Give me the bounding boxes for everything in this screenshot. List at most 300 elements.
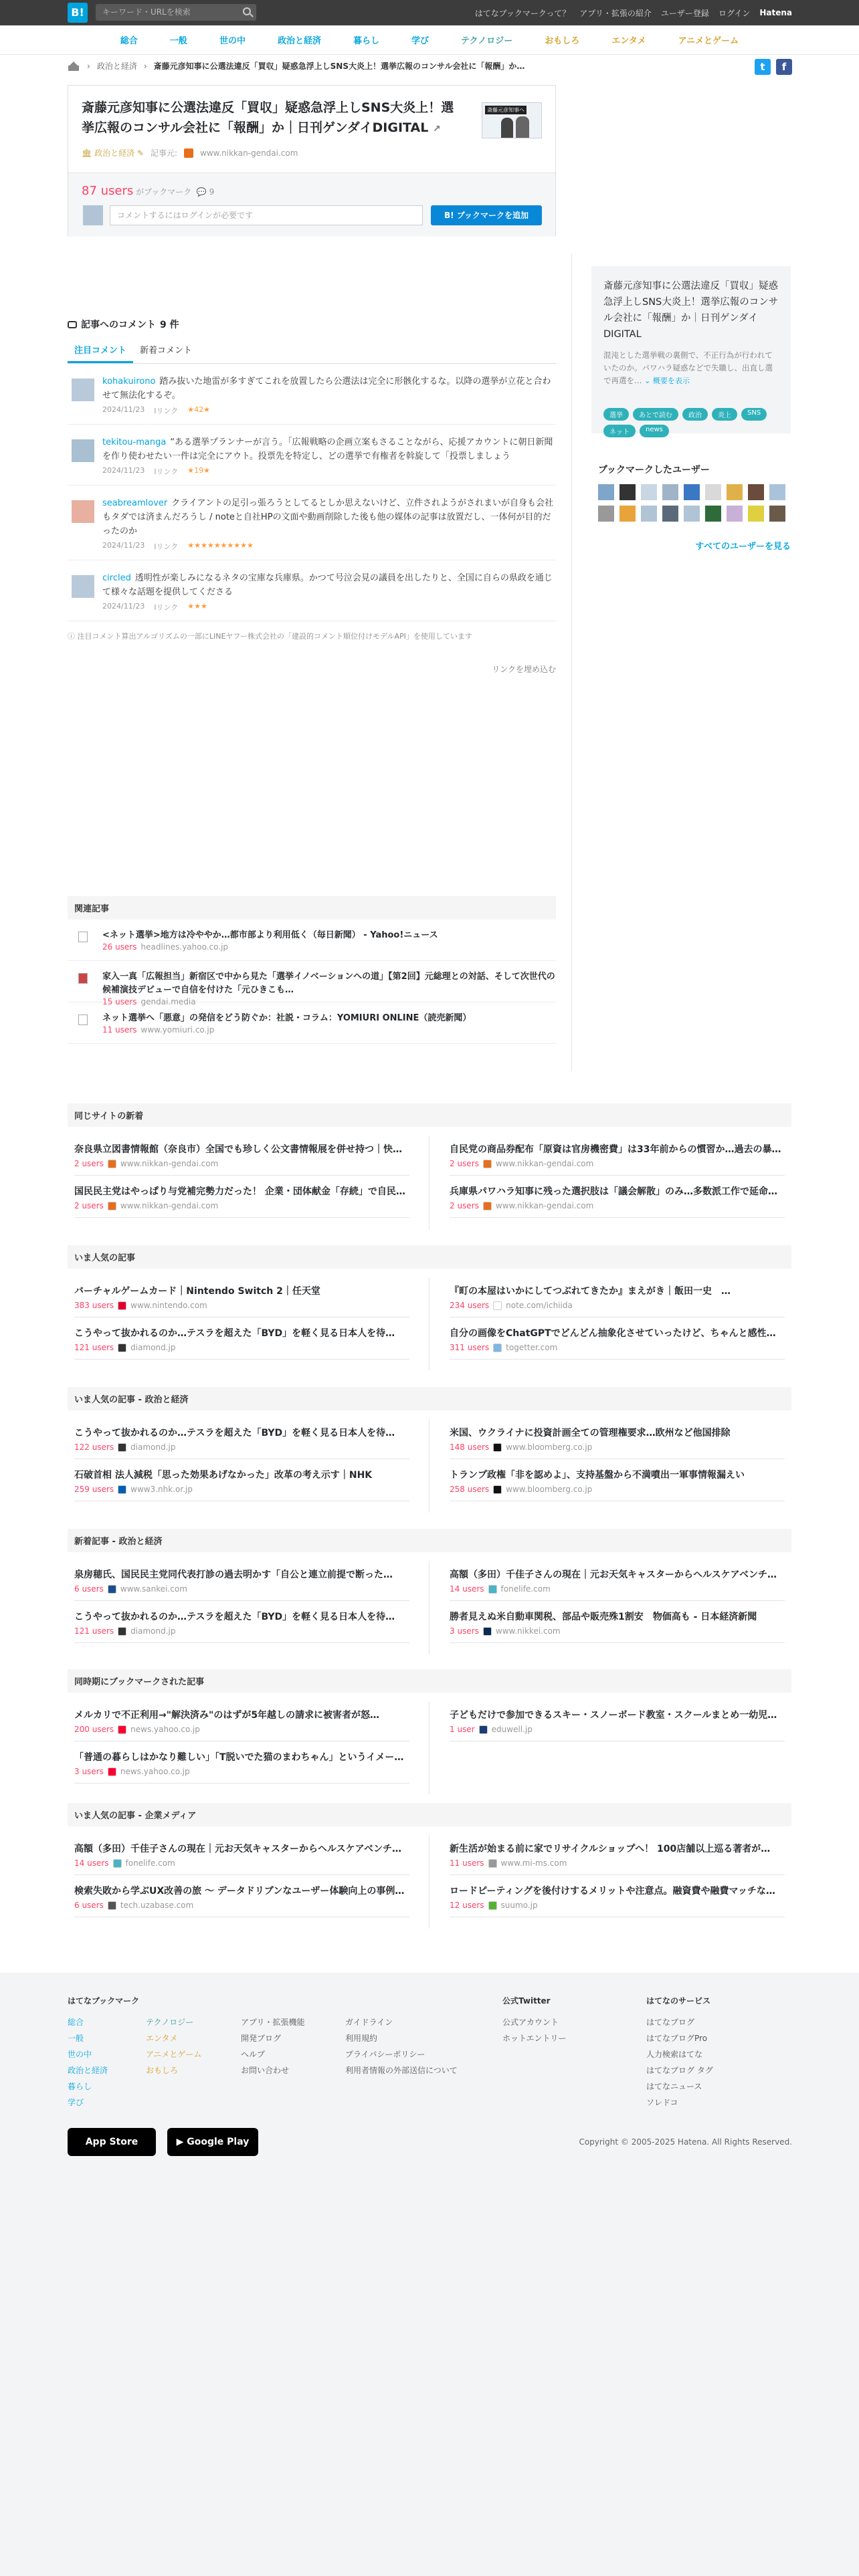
user-avatar-icon[interactable] <box>705 484 721 500</box>
related-item[interactable] <box>68 961 556 1006</box>
user-avatar-icon[interactable] <box>662 506 678 522</box>
tag[interactable]: news <box>640 425 669 437</box>
tag[interactable]: 政治 <box>682 408 708 421</box>
list-item-domain[interactable]: news.yahoo.co.jp <box>120 1767 190 1776</box>
twitter-share-icon[interactable]: t <box>755 59 771 75</box>
tag[interactable]: 炎上 <box>712 408 737 421</box>
list-item[interactable] <box>74 1417 409 1459</box>
comment-date[interactable]: 2024/11/23 <box>102 466 145 475</box>
list-item-domain[interactable]: togetter.com <box>506 1343 558 1352</box>
footer-categories-a <box>68 2014 108 2111</box>
related-item[interactable] <box>68 920 556 961</box>
entry-box <box>68 85 556 236</box>
related-meta <box>102 1025 556 1035</box>
footer-services-title: はてなのサービス <box>646 1996 711 2006</box>
list-item-title[interactable]: 米国、ウクライナに投資計画全ての管理権要求…欧州など他国排除 <box>450 1428 731 1438</box>
tab-new-comments[interactable]: 新着コメント <box>140 346 193 356</box>
list-item-domain[interactable]: www.nikkei.com <box>495 1626 561 1636</box>
site-favicon <box>483 1627 492 1636</box>
user-avatar-icon[interactable] <box>705 506 721 522</box>
user-avatar-icon[interactable] <box>769 484 785 500</box>
list-item-domain[interactable]: news.yahoo.co.jp <box>130 1725 200 1734</box>
user-avatar[interactable] <box>72 439 94 462</box>
site-favicon <box>488 1585 497 1594</box>
document-icon <box>78 973 88 984</box>
comment-body: 踏み抜いた地雷が多すぎてこれを放置したら公選法は完全に形骸化するな。以降の選挙が立花と合わせて無法化するぞ。 <box>102 377 551 401</box>
comment-link[interactable]: lリンク <box>154 603 179 612</box>
list-section <box>68 1803 791 1917</box>
share-buttons <box>755 59 792 75</box>
user-avatar-icon[interactable] <box>662 484 678 500</box>
list-item-users[interactable]: 2 users <box>74 1159 104 1168</box>
list-item[interactable] <box>74 1833 409 1875</box>
list-item[interactable] <box>450 1699 785 1741</box>
comment-link[interactable]: lリンク <box>154 407 179 415</box>
list-item-meta <box>74 1584 409 1594</box>
category-nav-item[interactable]: 世の中 <box>219 36 246 46</box>
section-items <box>68 1552 791 1643</box>
list-item-users[interactable]: 234 users <box>450 1301 490 1310</box>
site-favicon <box>118 1627 126 1636</box>
list-item-domain[interactable]: diamond.jp <box>130 1343 176 1352</box>
list-item-title[interactable]: 国民民主党はやっぱり与党補完勢力だった！ 企業・団体献金「存続」で自民… <box>74 1186 405 1197</box>
list-item-users[interactable]: 258 users <box>450 1485 490 1494</box>
list-item-users[interactable]: 3 users <box>74 1767 104 1776</box>
list-section <box>68 1529 791 1643</box>
footer-service-link[interactable]: はてなブログ <box>646 2018 695 2027</box>
list-item-meta <box>74 1858 409 1868</box>
add-bookmark-button[interactable]: B! ブックマークを追加 <box>431 205 542 225</box>
footer-category-link[interactable]: 暮らし <box>68 2082 92 2091</box>
comment-user[interactable]: tekitou-manga <box>102 437 167 447</box>
avatar <box>83 205 103 225</box>
site-favicon <box>488 1859 497 1868</box>
footer-category-link[interactable]: アニメとゲーム <box>146 2050 202 2059</box>
tag[interactable]: あとで読む <box>633 408 678 421</box>
list-item-meta <box>450 1725 785 1734</box>
list-item-title[interactable]: こうやって抜かれるのか…テスラを超えた「BYD」を軽く見る日本人を待… <box>74 1612 395 1622</box>
footer-service-link[interactable]: 人力検索はてな <box>646 2050 703 2059</box>
site-favicon <box>108 1160 116 1168</box>
list-item-users[interactable]: 14 users <box>450 1584 484 1594</box>
comment-stars[interactable]: ★★★ <box>187 602 207 611</box>
list-item[interactable] <box>74 1275 409 1317</box>
tab-popular-comments[interactable]: 注目コメント <box>68 339 133 363</box>
user-avatar-icon[interactable] <box>684 484 700 500</box>
footer-link[interactable]: ガイドライン <box>345 2018 393 2027</box>
breadcrumb-separator: › <box>87 61 90 71</box>
breadcrumb-title: 斎藤元彦知事に公選法違反「買収」疑惑急浮上しSNS大炎上！選挙広報のコンサル会社に「報酬」か… <box>153 62 525 71</box>
footer-category-link[interactable]: 世の中 <box>68 2050 92 2059</box>
list-item[interactable] <box>450 1459 785 1501</box>
site-favicon <box>488 1901 497 1910</box>
user-avatar-icon[interactable] <box>727 484 743 500</box>
entry-category[interactable]: 🏛 政治と経済 ✎ <box>82 148 144 158</box>
site-favicon <box>483 1202 492 1210</box>
section-heading: いま人気の記事 - 政治と経済 <box>68 1387 791 1410</box>
top-links <box>475 0 792 25</box>
comment-stars[interactable]: ★19★ <box>187 466 210 475</box>
list-item-meta <box>74 1725 409 1734</box>
user-avatar-icon[interactable] <box>619 506 636 522</box>
list-item-domain[interactable]: fonelife.com <box>500 1584 551 1594</box>
category-nav-item[interactable]: 学び <box>411 36 429 46</box>
list-item-meta <box>450 1584 785 1594</box>
bookmark-panel <box>68 173 555 237</box>
comment-user[interactable]: circled <box>102 573 131 583</box>
comment-item <box>68 560 556 621</box>
section-heading: 同じサイトの新着 <box>68 1103 791 1127</box>
section-items <box>68 1127 791 1218</box>
list-item[interactable] <box>74 1559 409 1601</box>
list-item-users[interactable]: 200 users <box>74 1725 114 1734</box>
list-item-users[interactable]: 2 users <box>450 1201 479 1210</box>
category-nav-item[interactable]: 暮らし <box>353 36 379 46</box>
list-section <box>68 1669 791 1784</box>
list-item-title[interactable]: 子どもだけで参加できるスキー・スノーボード教室・スクールまとめ一幼児… <box>450 1710 777 1721</box>
user-avatar[interactable] <box>72 379 94 401</box>
tag[interactable]: ネット <box>603 425 636 437</box>
list-item-users[interactable]: 2 users <box>74 1201 104 1210</box>
footer-link[interactable]: プライバシーポリシー <box>345 2050 425 2059</box>
column-separator <box>429 1701 430 1795</box>
comment-stars[interactable]: ★★★★★★★★★★ <box>187 541 254 550</box>
list-item-title[interactable]: 泉房穂氏、国民民主党同代表打診の過去明かす「自公と連立前提で断った… <box>74 1570 393 1580</box>
list-item-domain[interactable]: diamond.jp <box>130 1442 176 1452</box>
comment-text <box>102 571 556 599</box>
related-heading: 関連記事 <box>68 896 556 920</box>
list-item[interactable] <box>450 1559 785 1601</box>
list-item-title[interactable]: 高額（多田）千佳子さんの現在｜元お天気キャスターからヘルスケアベンチ… <box>74 1844 402 1854</box>
source-favicon <box>184 148 193 158</box>
user-avatar[interactable] <box>72 500 94 523</box>
footer-twitter-link[interactable]: 公式アカウント <box>502 2018 559 2027</box>
list-item[interactable] <box>74 1875 409 1917</box>
embed-link[interactable]: リンクを埋め込む <box>492 665 556 674</box>
list-item-users[interactable]: 6 users <box>74 1901 104 1910</box>
comment-tabs <box>68 339 556 364</box>
all-users-link[interactable]: すべてのユーザーを見る <box>695 542 791 552</box>
footer-twitter-link[interactable]: ホットエントリー <box>502 2034 567 2043</box>
list-item-title[interactable]: 勝者見えぬ米自動車関税、部品や販売殊1割安 物価高も - 日本経済新聞 <box>450 1612 757 1622</box>
column-separator <box>429 1277 430 1371</box>
list-item[interactable] <box>450 1134 785 1176</box>
list-item[interactable] <box>74 1741 409 1784</box>
list-item-title[interactable]: こうやって抜かれるのか…テスラを超えた「BYD」を軽く見る日本人を待… <box>74 1428 395 1438</box>
list-item-domain[interactable]: diamond.jp <box>130 1626 176 1636</box>
list-item-users[interactable]: 6 users <box>74 1584 104 1594</box>
section-items <box>68 1410 791 1501</box>
list-item-domain[interactable]: www.nikkan-gendai.com <box>495 1201 594 1210</box>
related-users[interactable]: 26 users <box>102 942 137 952</box>
list-item[interactable] <box>450 1417 785 1459</box>
list-item-domain[interactable]: www.bloomberg.co.jp <box>506 1485 593 1494</box>
google-play-button[interactable]: ▶ Google Play <box>167 2128 258 2156</box>
list-item[interactable] <box>450 1601 785 1643</box>
comment-input[interactable]: コメントするにはログインが必要です <box>110 205 423 225</box>
list-item-title[interactable]: 自民党の商品券配布「原資は官房機密費」は33年前からの慣習か…過去の暴… <box>450 1144 781 1155</box>
list-item-users[interactable]: 311 users <box>450 1343 490 1352</box>
list-item-meta <box>450 1442 785 1452</box>
list-item-title[interactable]: トランプ政権「非を認めよ」、支持基盤から不満噴出一軍事情報漏えい <box>450 1470 745 1481</box>
user-avatar-icon[interactable] <box>641 506 657 522</box>
list-item-domain[interactable]: www.nintendo.com <box>130 1301 207 1310</box>
list-item[interactable] <box>74 1134 409 1176</box>
comment-text <box>102 374 556 403</box>
list-item-domain[interactable]: suumo.jp <box>500 1901 538 1910</box>
list-item-meta <box>74 1343 409 1352</box>
entry-title-text[interactable]: 斎藤元彦知事に公選法違反「買収」疑惑急浮上しSNS大炎上！選挙広報のコンサル会社に「報酬」か｜日刊ゲンダイDIGITAL <box>82 100 454 135</box>
list-item-title[interactable]: こうやって抜かれるのか…テスラを超えた「BYD」を軽く見る日本人を待… <box>74 1328 395 1339</box>
site-favicon <box>108 1767 116 1776</box>
list-item[interactable] <box>74 1601 409 1643</box>
list-item[interactable] <box>450 1317 785 1360</box>
list-item[interactable] <box>450 1275 785 1317</box>
list-item-title[interactable]: 「普通の暮らしはかなり難しい」「T脱いでた猫のまわちゃん」というイメー… <box>74 1752 404 1763</box>
app-store-button[interactable]: App Store <box>68 2128 156 2156</box>
search-placeholder: キーワード・URLを検索 <box>102 7 191 17</box>
list-item-domain[interactable]: www.nikkan-gendai.com <box>495 1159 594 1168</box>
comment-algorithm-note: ⓘ 注目コメント算出アルゴリズムの一部にLINEヤフー株式会社の「建設的コメント順位付けモデルAPI」を使用しています <box>68 632 472 641</box>
footer-category-link[interactable]: 一般 <box>68 2034 84 2043</box>
list-item-domain[interactable]: www.nikkan-gendai.com <box>120 1159 219 1168</box>
about-link[interactable]: はてなブックマークって？ <box>474 8 571 18</box>
list-item-title[interactable]: 『町の本屋はいかにしてつぶれてきたか』まえがき｜飯田一史 … <box>450 1286 731 1297</box>
hatena-link[interactable]: Hatena <box>759 8 792 17</box>
site-favicon <box>118 1725 126 1734</box>
column-separator <box>429 1561 430 1654</box>
footer-link[interactable]: お問い合わせ <box>241 2066 290 2075</box>
user-avatar-icon[interactable] <box>641 484 657 500</box>
related-domain: headlines.yahoo.co.jp <box>140 942 229 952</box>
footer-category-link[interactable]: エンタメ <box>146 2034 178 2043</box>
list-item-domain[interactable]: www.sankei.com <box>120 1584 187 1594</box>
home-icon[interactable] <box>68 62 80 71</box>
related-domain: gendai.media <box>140 997 196 1006</box>
list-item-meta <box>74 1901 409 1910</box>
section-heading: 同時期にブックマークされた記事 <box>68 1669 791 1693</box>
external-link-icon[interactable]: ↗ <box>432 124 441 134</box>
list-item[interactable] <box>74 1699 409 1741</box>
list-item-title[interactable]: 兵庫県パワハラ知事に残った選択肢は「議会解散」のみ…多数派工作で延命… <box>450 1186 777 1197</box>
comment-link[interactable]: lリンク <box>154 542 179 551</box>
comment-user[interactable]: kohakuirono <box>102 377 156 387</box>
site-favicon <box>118 1485 126 1494</box>
list-item[interactable] <box>450 1833 785 1875</box>
bookmark-users[interactable]: 87 users がブックマーク 💬 9 <box>82 184 215 198</box>
comment-link[interactable]: lリンク <box>154 467 179 476</box>
list-item-meta <box>74 1442 409 1452</box>
list-item-meta <box>450 1201 785 1210</box>
footer-link[interactable]: 利用規約 <box>345 2034 378 2043</box>
list-item-domain[interactable]: note.com/ichiida <box>506 1301 573 1310</box>
list-item-title[interactable]: 高額（多田）千佳子さんの現在｜元お天気キャスターからヘルスケアベンチ… <box>450 1570 777 1580</box>
list-section <box>68 1245 791 1360</box>
related-title[interactable]: ネット選挙へ「悪意」の発信をどう防ぐか：社説・コラム：YOMIURI ONLINE（読売新聞） <box>102 1013 472 1023</box>
list-item-users[interactable]: 121 users <box>74 1626 114 1636</box>
footer-service-link[interactable]: はてなブログPro <box>646 2034 708 2043</box>
footer-category-link[interactable]: おもしろ <box>146 2066 179 2075</box>
list-item-meta <box>450 1901 785 1910</box>
category-nav-item[interactable]: エンタメ <box>611 36 646 46</box>
category-nav <box>0 25 859 55</box>
site-favicon <box>118 1301 126 1310</box>
top-bar <box>0 0 859 25</box>
footer-services-col <box>646 1993 713 2111</box>
list-item-domain[interactable]: eduwell.jp <box>491 1725 533 1734</box>
category-nav-item[interactable]: テクノロジー <box>461 36 513 46</box>
section-heading: いま人気の記事 - 企業メディア <box>68 1803 791 1826</box>
list-item-meta <box>74 1159 409 1168</box>
tag[interactable]: 選挙 <box>603 408 629 421</box>
list-item[interactable] <box>74 1317 409 1360</box>
related-title[interactable]: 家入一真「広報担当」新宿区で中から見た「選挙イノベーションへの道」【第2回】元総理との対話、そして次世代の候補演技デビューで自信を付けた「元ひきこも… <box>102 972 555 995</box>
list-item-users[interactable]: 148 users <box>450 1442 490 1452</box>
user-avatar-icon[interactable] <box>619 484 636 500</box>
footer-category-link[interactable]: テクノロジー <box>146 2018 194 2027</box>
comment-meta <box>102 541 556 552</box>
comment-date[interactable]: 2024/11/23 <box>102 541 145 550</box>
list-item-users[interactable]: 122 users <box>74 1442 114 1452</box>
category-nav-item[interactable]: 総合 <box>120 36 138 46</box>
footer <box>0 1973 859 2576</box>
category-nav-item[interactable]: アニメとゲーム <box>678 36 739 46</box>
list-item-domain[interactable]: www.mi-ms.com <box>500 1858 567 1868</box>
bookmark-users-panel <box>598 463 791 552</box>
sidebar-title: 斎藤元彦知事に公選法違反「買収」疑惑急浮上しSNS大炎上！選挙広報のコンサル会社に「報酬」か｜日刊ゲンダイDIGITAL <box>603 281 779 340</box>
footer-link[interactable]: ヘルプ <box>241 2050 266 2059</box>
list-item-users[interactable]: 383 users <box>74 1301 114 1310</box>
list-item-users[interactable]: 2 users <box>450 1159 479 1168</box>
comment-text <box>102 435 556 463</box>
tag-list <box>603 408 791 437</box>
user-avatar[interactable] <box>72 575 94 598</box>
comment-body: “ある選挙プランナーが言う。「広報戦略の企画立案もさることながら、応援アカウントに朝日新聞を作り使わせたい一件は完全にアウト。投票先を特定し、どの選挙で有権者を斡旋して「投票しましょう <box>102 437 553 461</box>
list-item-meta <box>450 1301 785 1310</box>
column-divider <box>571 254 572 1071</box>
list-item-domain[interactable]: fonelife.com <box>125 1858 175 1868</box>
list-item-title[interactable]: バーチャルゲームカード｜Nintendo Switch 2｜任天堂 <box>74 1286 320 1297</box>
register-link[interactable]: ユーザー登録 <box>660 8 709 18</box>
user-avatar-icon[interactable] <box>598 506 614 522</box>
section-heading: いま人気の記事 <box>68 1245 791 1269</box>
footer-link[interactable]: アプリ・拡張機能 <box>241 2018 305 2027</box>
list-item-users[interactable]: 12 users <box>450 1901 484 1910</box>
site-favicon <box>493 1301 502 1310</box>
footer-service-link[interactable]: はてなブログ タグ <box>646 2066 713 2075</box>
user-avatar-icon[interactable] <box>727 506 743 522</box>
list-item-title[interactable]: 検索失敗から学ぶUX改善の旅 ～ データドリブンなユーザー体験向上の事例… <box>74 1886 405 1897</box>
list-item-meta <box>450 1858 785 1868</box>
related-users[interactable]: 15 users <box>102 997 137 1006</box>
list-item-domain[interactable]: www3.nhk.or.jp <box>130 1485 193 1494</box>
comment-date[interactable]: 2024/11/23 <box>102 602 145 611</box>
list-item-users[interactable]: 3 users <box>450 1626 479 1636</box>
list-item-title[interactable]: 自分の画像をChatGPTでどんどん抽象化させていったけど、ちゃんと感性… <box>450 1328 776 1339</box>
list-item-domain[interactable]: www.nikkan-gendai.com <box>120 1201 219 1210</box>
comment-text <box>102 496 556 538</box>
footer-link[interactable]: 開発ブログ <box>241 2034 282 2043</box>
list-item-users[interactable]: 14 users <box>74 1858 109 1868</box>
list-item-users[interactable]: 121 users <box>74 1343 114 1352</box>
column-separator <box>429 1835 430 1929</box>
entry-thumbnail[interactable] <box>482 102 542 138</box>
footer-category-link[interactable]: 学び <box>68 2098 84 2107</box>
list-item-meta <box>450 1343 785 1352</box>
search-input[interactable] <box>96 4 256 21</box>
facebook-share-icon[interactable]: f <box>776 59 792 75</box>
footer-service-link[interactable]: はてなニュース <box>646 2082 702 2091</box>
user-avatar-icon[interactable] <box>769 506 785 522</box>
list-item[interactable] <box>450 1176 785 1218</box>
breadcrumb-category[interactable]: 政治と経済 <box>96 62 137 71</box>
site-favicon <box>108 1901 116 1910</box>
user-avatar-icon[interactable] <box>748 484 764 500</box>
comment-date[interactable]: 2024/11/23 <box>102 405 145 414</box>
show-summary-link[interactable]: ⌄ 概要を表示 <box>644 377 690 385</box>
footer-twitter-col <box>502 1993 567 2046</box>
hatena-bookmark-logo[interactable]: B! <box>68 3 88 23</box>
list-item-domain[interactable]: tech.uzabase.com <box>120 1901 194 1910</box>
entry-title[interactable] <box>82 98 456 139</box>
site-favicon <box>108 1202 116 1210</box>
list-item-meta <box>74 1485 409 1494</box>
user-avatar-icon[interactable] <box>748 506 764 522</box>
comment-user[interactable]: seabreamlover <box>102 498 168 508</box>
list-item-title[interactable]: 石破首相 法人減税「思った効果あげなかった」改革の考え示す｜NHK <box>74 1470 373 1481</box>
user-avatar-icon[interactable] <box>684 506 700 522</box>
list-item-users[interactable]: 11 users <box>450 1858 484 1868</box>
section-items <box>68 1693 791 1784</box>
footer-service-link[interactable]: ソレドコ <box>646 2098 678 2107</box>
related-users[interactable]: 11 users <box>102 1025 137 1035</box>
list-item[interactable] <box>74 1176 409 1218</box>
tag[interactable]: SNS <box>741 408 767 421</box>
search-icon[interactable] <box>243 7 251 15</box>
source-prefix: 記事元: <box>150 148 177 158</box>
list-item-title[interactable]: 奈良県立図書情報館（奈良市）全国でも珍しく公文書情報展を併せ持つ｜快… <box>74 1144 402 1155</box>
login-link[interactable]: ログイン <box>718 8 751 18</box>
list-item[interactable] <box>74 1459 409 1501</box>
user-avatar-icon[interactable] <box>598 484 614 500</box>
comment-meta <box>102 602 556 613</box>
list-item-users[interactable]: 1 user <box>450 1725 475 1734</box>
entry-domain[interactable]: www.nikkan-gendai.com <box>200 148 298 158</box>
list-item-users[interactable]: 259 users <box>74 1485 114 1494</box>
list-item-title[interactable]: メルカリで不正利用→"解決済み"のはずが5年越しの請求に被害者が怒… <box>74 1710 380 1721</box>
footer-category-link[interactable]: 総合 <box>68 2018 84 2027</box>
related-domain: www.yomiuri.co.jp <box>140 1025 215 1035</box>
related-title[interactable]: <ネット選挙>地方は冷ややか…都市部より利用低く（毎日新聞） - Yahoo!ニュース <box>102 930 438 940</box>
footer-category-link[interactable]: 政治と経済 <box>68 2066 108 2075</box>
category-nav-item[interactable]: 政治と経済 <box>277 36 321 46</box>
list-item-title[interactable]: 新生活が始まる前に家でリサイクルショップへ！ 100店舗以上巡る著者が… <box>450 1844 771 1854</box>
comment-body: クライアントの足引っ張ろうとしてるとしか思えないけど、立件されようがされまいが自身も会社もタダでは済まんだろうし / noteと自社HPの文面や動画削除した後も他の媒体の記事は放置だし、一体何が目的だったのか <box>102 498 553 536</box>
site-favicon <box>493 1344 502 1352</box>
comment-stars[interactable]: ★42★ <box>187 405 210 414</box>
sidebar-summary <box>591 266 791 436</box>
related-articles <box>68 896 556 1044</box>
footer-link[interactable]: 利用者情報の外部送信について <box>345 2066 458 2075</box>
comment-meta <box>102 466 556 477</box>
category-nav-item[interactable]: 一般 <box>169 36 187 46</box>
list-item-domain[interactable]: www.bloomberg.co.jp <box>506 1442 593 1452</box>
apps-link[interactable]: アプリ・拡張の紹介 <box>579 8 652 18</box>
list-item-title[interactable]: ロードピーティングを後付けするメリットや注意点。融資費や融費マッチな… <box>450 1886 775 1897</box>
category-nav-item[interactable]: おもしろ <box>545 36 580 46</box>
related-item[interactable] <box>68 1002 556 1044</box>
list-item[interactable] <box>450 1875 785 1917</box>
